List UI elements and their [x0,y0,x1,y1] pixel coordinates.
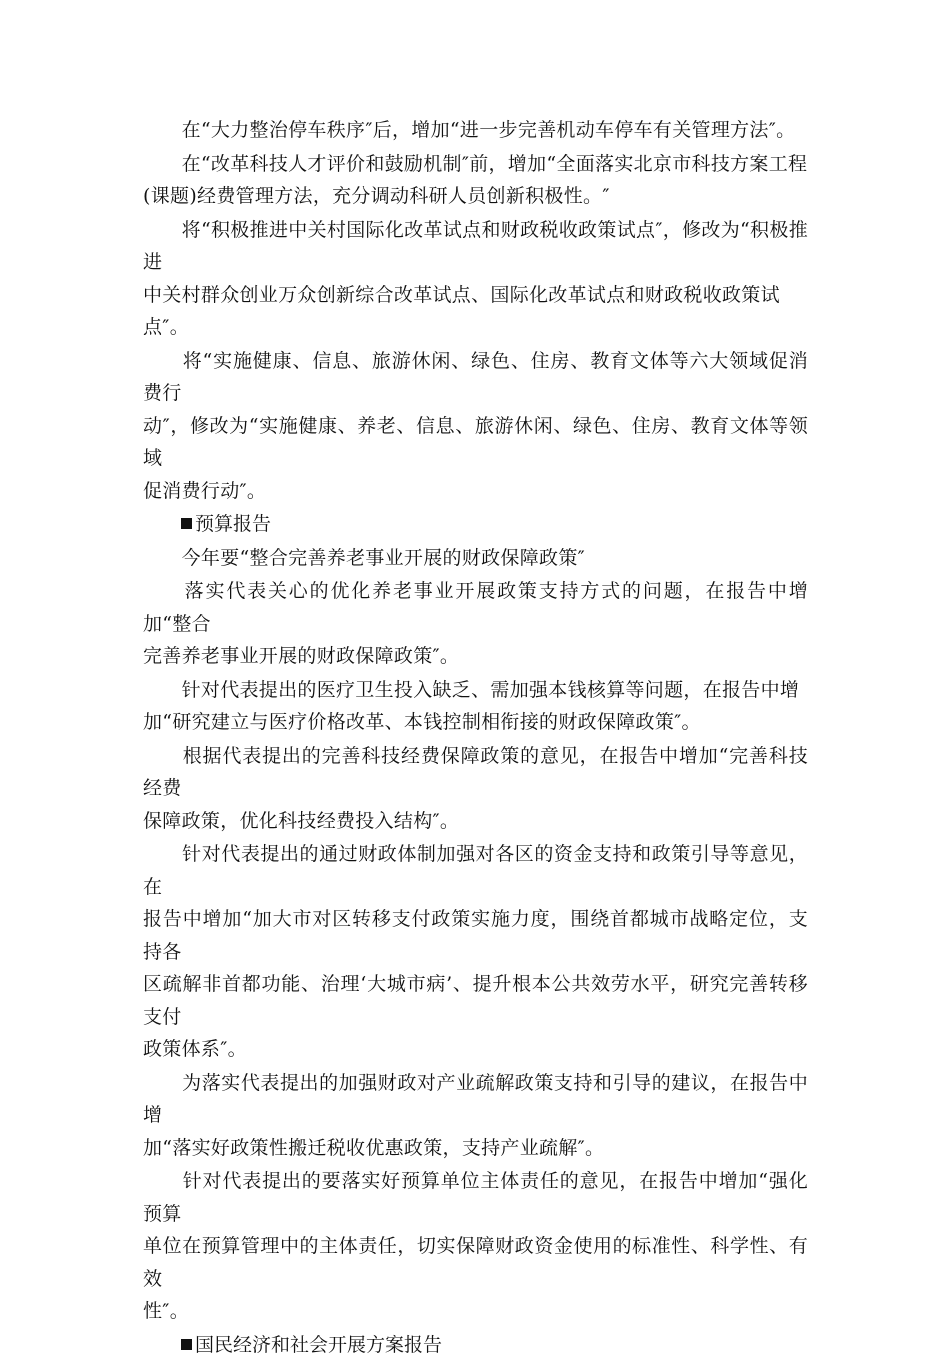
paragraph-line: 在“改革科技人才评价和鼓励机制″前，增加“全面落实北京市科技方案工程 [143,152,808,175]
paragraph-line: 点″。 [143,316,189,338]
paragraph-line: 在“大力整治停车秩序″后，增加“进一步完善机动车停车有关管理方法″。 [143,119,796,141]
paragraph [143,114,808,147]
paragraph-line: 针对代表提出的通过财政体制加强对各区的资金支持和政策引导等意见，在 [143,843,808,898]
section-heading [143,1329,808,1362]
paragraph [143,214,808,344]
paragraph-line: 为落实代表提出的加强财政对产业疏解政策支持和引导的建议，在报告中增 [143,1071,808,1126]
square-bullet-icon [181,518,192,529]
paragraph-line: 政策体系″。 [143,1038,247,1060]
paragraph [143,575,808,673]
square-bullet-icon [181,1339,192,1350]
paragraph-line: 性″。 [143,1300,189,1322]
paragraph-line: 落实代表关心的优化养老事业开展政策支持方式的问题，在报告中增加“整合 [143,580,808,635]
paragraph-line: 加“落实好政策性搬迁税收优惠政策，支持产业疏解″。 [143,1136,605,1159]
paragraph-line: 中关村群众创业万众创新综合改革试点、国际化改革试点和财政税收政策试 [143,283,780,306]
paragraph-line: 完善养老事业开展的财政保障政策″。 [143,645,460,667]
paragraph-line: 根据代表提出的完善科技经费保障政策的意见，在报告中增加“完善科技经费 [143,744,808,799]
paragraph-line: 今年要“整合完善养老事业开展的财政保障政策″ [143,546,586,569]
paragraph [143,345,808,508]
paragraph [143,838,808,1066]
paragraph-line: 将“实施健康、信息、旅游休闲、绿色、住房、教育文体等六大领域促消费行 [143,349,808,404]
paragraph [143,1165,808,1328]
paragraph-line: 单位在预算管理中的主体责任，切实保障财政资金使用的标准性、科学性、有效 [143,1235,808,1290]
paragraph-line: 报告中增加“加大市对区转移支付政策实施力度，围绕首都城市战略定位，支持各 [143,908,808,963]
paragraph-line: 加“研究建立与医疗价格改革、本钱控制相衔接的财政保障政策″。 [143,711,701,733]
section-heading [143,508,808,541]
paragraph-line: 促消费行动″。 [143,479,267,502]
paragraph [143,1067,808,1165]
paragraph-line: 针对代表提出的医疗卫生投入缺乏、需加强本钱核算等问题，在报告中增 [143,678,800,701]
paragraph-line: 保障政策，优化科技经费投入结构″。 [143,809,460,832]
paragraph-line: 针对代表提出的要落实好预算单位主体责任的意见，在报告中增加“强化预算 [143,1170,808,1225]
section-heading-text: 国民经济和社会开展方案报告 [195,1333,443,1356]
document-body [143,114,808,1362]
paragraph [143,740,808,838]
paragraph-line: 动″，修改为“实施健康、养老、信息、旅游休闲、绿色、住房、教育文体等领域 [143,414,808,469]
paragraph-line: (课题)经费管理方法，充分调动科研人员创新积极性。″ [143,185,610,207]
paragraph-line: 将“积极推进中关村国际化改革试点和财政税收政策试点″，修改为“积极推进 [143,218,808,273]
paragraph [143,148,808,213]
paragraph [143,542,808,575]
section-heading-text: 预算报告 [195,513,272,535]
paragraph-line: 区疏解非首都功能、治理‘大城市病’、提升根本公共效劳水平，研究完善转移支付 [143,973,808,1028]
paragraph [143,674,808,739]
